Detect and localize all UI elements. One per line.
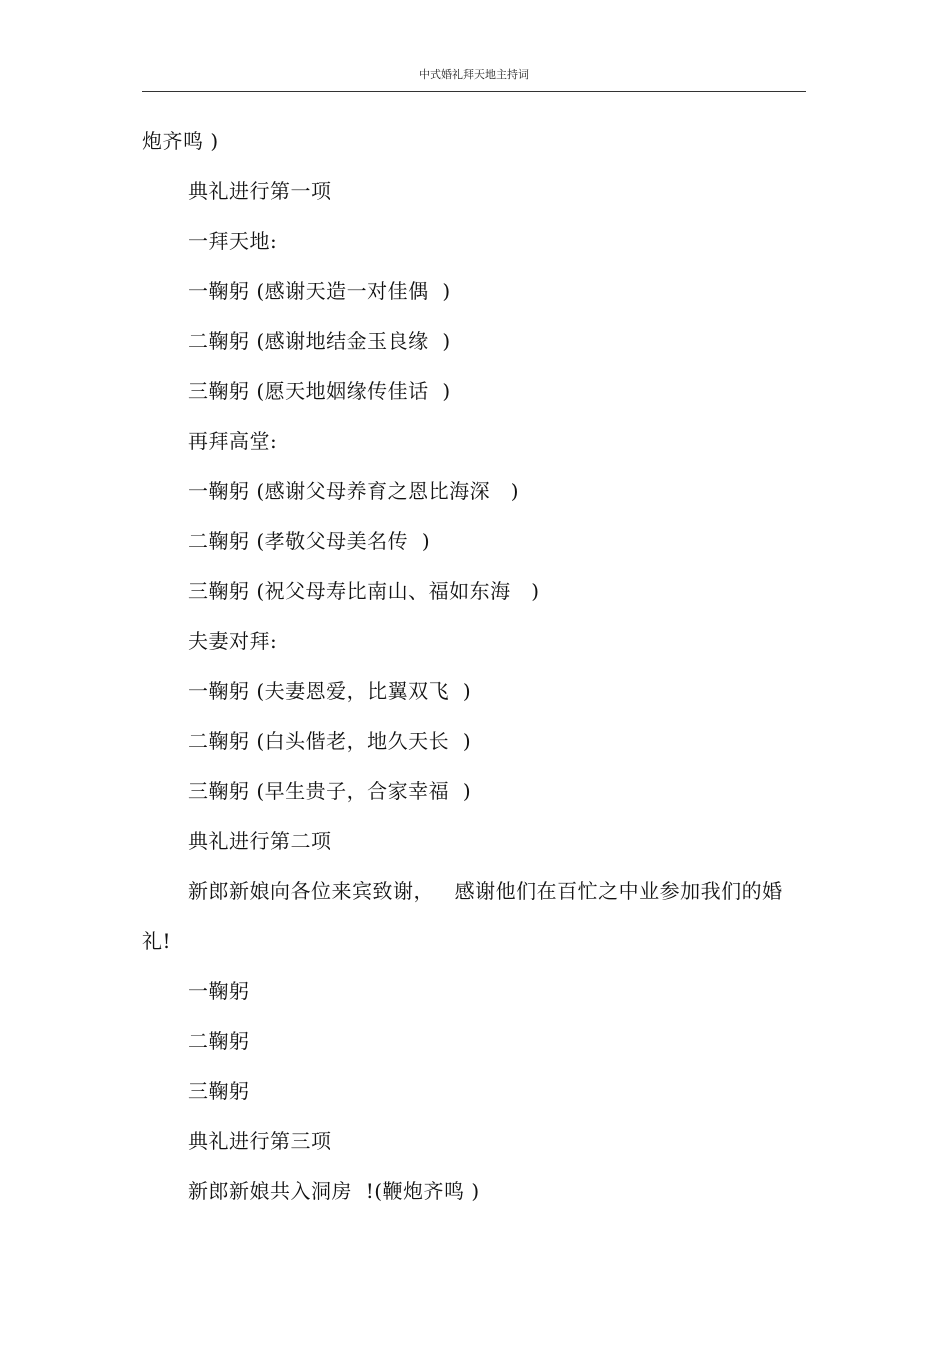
text-line: 一拜天地: — [188, 229, 278, 253]
text-line: 三鞠躬 — [188, 1079, 250, 1103]
text-line: 二鞠躬 — [188, 1029, 250, 1053]
text-line: 一鞠躬 (感谢父母养育之恩比海深 ) — [188, 479, 520, 503]
text-line: 典礼进行第一项 — [188, 179, 332, 203]
text-line: 二鞠躬 (感谢地结金玉良缘 ) — [188, 329, 451, 353]
text-line: 夫妻对拜: — [188, 629, 278, 653]
document-body — [142, 126, 806, 1226]
text-line: 三鞠躬 (祝父母寿比南山、福如东海 ) — [188, 579, 540, 603]
text-line: 典礼进行第二项 — [188, 829, 332, 853]
header-divider — [142, 91, 806, 92]
text-line: 三鞠躬 (愿天地姻缘传佳话 ) — [188, 379, 451, 403]
text-line: 一鞠躬 (感谢天造一对佳偶 ) — [188, 279, 451, 303]
text-line: 新郎新娘共入洞房 !(鞭炮齐鸣 ) — [188, 1179, 480, 1203]
text-line: 二鞠躬 (白头偕老，地久天长 ) — [188, 729, 472, 753]
text-line: 典礼进行第三项 — [188, 1129, 332, 1153]
text-line: 一鞠躬 (夫妻恩爱，比翼双飞 ) — [188, 679, 472, 703]
text-line: 炮齐鸣 ) — [142, 129, 219, 153]
text-line: 新郎新娘向各位来宾致谢， 感谢他们在百忙之中业参加我们的婚 — [188, 879, 783, 903]
text-line: 三鞠躬 (早生贵子，合家幸福 ) — [188, 779, 472, 803]
text-line: 一鞠躬 — [188, 979, 250, 1003]
text-line: 礼! — [142, 929, 172, 953]
text-line: 二鞠躬 (孝敬父母美名传 ) — [188, 529, 431, 553]
text-line: 再拜高堂: — [188, 429, 278, 453]
page-header-title: 中式婚礼拜天地主持词 — [419, 68, 529, 81]
